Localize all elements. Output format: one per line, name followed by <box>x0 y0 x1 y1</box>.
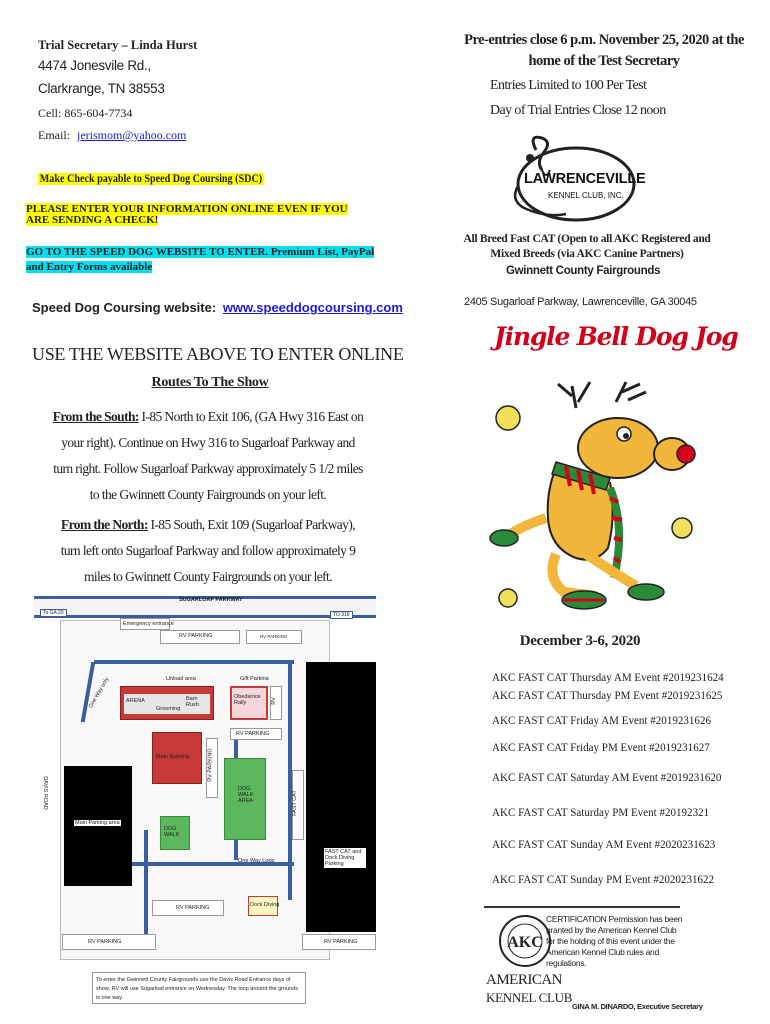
cell-phone: Cell: 865-604-7734 <box>38 106 133 120</box>
entries-limited: Entries Limited to 100 Per Test <box>490 78 647 93</box>
fastcat-dock-label: FAST CAT and Dock Diving Parking <box>324 848 366 868</box>
south-label: From the South: <box>52 409 139 424</box>
use-website-heading: USE THE WEBSITE ABOVE TO ENTER ONLINE <box>32 344 404 364</box>
rv-parking-top-1-label: RV PARKING <box>179 633 213 639</box>
akc-name-line1: AMERICAN <box>486 972 563 988</box>
event-item: AKC FAST CAT Friday PM Event #2019231627 <box>492 740 710 754</box>
day-of-trial: Day of Trial Entries Close 12 noon <box>490 103 666 118</box>
obedience-label: Obedience Rally <box>234 694 261 706</box>
rv-small-label: RV <box>270 697 277 705</box>
main-parking-label: Main Parking area <box>75 820 120 826</box>
event-item: AKC FAST CAT Friday AM Event #2019231626 <box>492 713 711 727</box>
barn-label: Barn Rush <box>186 696 199 708</box>
event-item: AKC FAST CAT Thursday PM Event #2019231625 <box>492 688 723 702</box>
fast-cat-lane-label: FAST CAT <box>291 790 298 816</box>
main-parking <box>64 766 132 886</box>
all-breed-note: All Breed Fast CAT (Open to all AKC Registered and Mixed Breeds (via AKC Canine Partners) <box>463 233 711 260</box>
rv-parking-vertical-label: RV PARKING <box>207 748 214 782</box>
website-link[interactable]: www.speeddogcoursing.com <box>222 300 403 315</box>
rv-parking-mid-label: RV PARKING <box>236 731 270 737</box>
event-item: AKC FAST CAT Sunday PM Event #2020231622 <box>492 872 715 886</box>
certification-text: CERTIFICATION Permission has been granted by the American Kennel Club for the holding of this event under the American Kennel Club rules and regulations. <box>546 914 683 968</box>
sugarloaf-label: SUGARLOAF PARKWAY <box>179 597 243 603</box>
rv-parking-bottom-label: RV PARKING <box>176 905 210 911</box>
dog-walk-small-label: DOG WALK <box>164 826 180 838</box>
jingle-title: Jingle Bell Dog Jog <box>494 322 738 351</box>
rv-parking-top-2-label: RV PARKING <box>260 634 288 639</box>
address-line-1: 4474 Jonesvile Rd., <box>38 58 151 73</box>
signature-line: GINA M. DINARDO, Executive Secretary <box>572 1002 703 1011</box>
north-label: From the North: <box>61 517 148 532</box>
email-label: Email: <box>38 128 70 142</box>
rv-parking-bottom-right-label: RV PARKING <box>324 939 358 945</box>
one-way-loop-label: One Way Loop <box>238 858 275 864</box>
akc-certification-block <box>484 906 703 1018</box>
reindeer-graphic <box>486 378 700 622</box>
secretary-title: Trial Secretary – Linda Hurst <box>38 38 198 52</box>
event-item: AKC FAST CAT Sunday AM Event #2020231623 <box>492 837 716 851</box>
event-dates: December 3-6, 2020 <box>519 633 641 649</box>
preentries-notice: Pre-entries close 6 p.m. November 25, 2020 at the home of the Test Secretary <box>464 32 744 69</box>
akc-name-line2: KENNEL CLUB <box>486 990 573 1005</box>
akc-divider <box>484 906 680 908</box>
rv-parking-bottom-left-label: RV PARKING <box>88 939 122 945</box>
dog-walk-area-label: DOG WALK AREA <box>238 786 254 804</box>
fast-cat-parking <box>306 662 376 932</box>
enter-online-note <box>26 204 361 226</box>
club-logo-line1: LAWRENCEVILLE <box>524 171 646 187</box>
address-line-2: Clarkrange, TN 38553 <box>38 81 165 96</box>
website-note <box>26 245 376 275</box>
south-text: I-85 North to Exit 106, (GA Hwy 316 East on your right). Continue on Hwy 316 to Sugarloaf Parkway and turn right. Follow Sugarloaf Parkway approximately 5 1/2 miles to the Gwinnett County Fairgrounds on your left. <box>53 409 364 502</box>
dock-diving-label: Dock Diving <box>250 902 280 908</box>
map-footnote: To enter the Gwinnett County Fairgrounds use the Davis Road Entrance days of show, RV will use Sugarloaf entrance on Wednesday. The loop around the grounds is one way. <box>96 977 299 1001</box>
emergency-label: Emergency entrance <box>123 621 174 627</box>
website-label: Speed Dog Coursing website: <box>32 300 217 315</box>
directions-south <box>52 404 364 508</box>
check-note <box>38 173 295 185</box>
to-316-label: TO 316 <box>330 611 353 619</box>
loop-road-lower <box>144 830 148 940</box>
davis-road-label: DAVIS ROAD <box>41 776 48 810</box>
website-note-text: GO TO THE SPEED DOG WEBSITE TO ENTER. Premium List, PayPal and Entry Forms available <box>26 246 375 273</box>
to-ga20-label: To GA 20 <box>40 609 67 617</box>
akc-seal-icon <box>498 914 552 968</box>
fairgrounds-map <box>34 590 376 1010</box>
directions-north <box>52 512 364 590</box>
email-line <box>38 128 186 143</box>
unload-label: Unload area <box>166 676 196 682</box>
main-building-label: Main Building <box>156 754 190 760</box>
check-note-text: Make Check payable to Speed Dog Coursing (SDC) <box>39 173 263 185</box>
one-way-label: One Way only <box>87 676 111 710</box>
reindeer-illustration <box>486 378 700 622</box>
fairgrounds-address: 2405 Sugarloaf Parkway, Lawrenceville, GA 30045 <box>464 296 697 308</box>
enter-online-text: PLEASE ENTER YOUR INFORMATION ONLINE EVEN IF YOU ARE SENDING A CHECK! <box>26 203 348 226</box>
email-link[interactable]: jerismom@yahoo.com <box>77 128 187 142</box>
event-item: AKC FAST CAT Saturday AM Event #2019231620 <box>492 770 722 784</box>
svg-text:AKC: AKC <box>507 934 543 951</box>
club-logo <box>506 128 646 224</box>
north-text: I-85 South, Exit 109 (Sugarloaf Parkway), turn left onto Sugarloaf Parkway and follow approximately 9 miles to Gwinnett County Fairgrounds on your left. <box>60 517 356 584</box>
club-logo-line2: KENNEL CLUB, INC. <box>548 191 624 200</box>
arena-label: ARENA <box>126 698 145 704</box>
website-line <box>32 300 403 315</box>
event-item: AKC FAST CAT Saturday PM Event #20192321 <box>492 805 710 819</box>
gift-label: Gift Parkina <box>240 676 269 682</box>
event-item: AKC FAST CAT Thursday AM Event #2019231624 <box>492 670 724 684</box>
fairgrounds-name: Gwinnett County Fairgrounds <box>506 265 661 277</box>
grooming-label: Grooming <box>156 706 181 712</box>
loop-road <box>94 660 294 670</box>
routes-title: Routes To The Show <box>151 375 269 390</box>
